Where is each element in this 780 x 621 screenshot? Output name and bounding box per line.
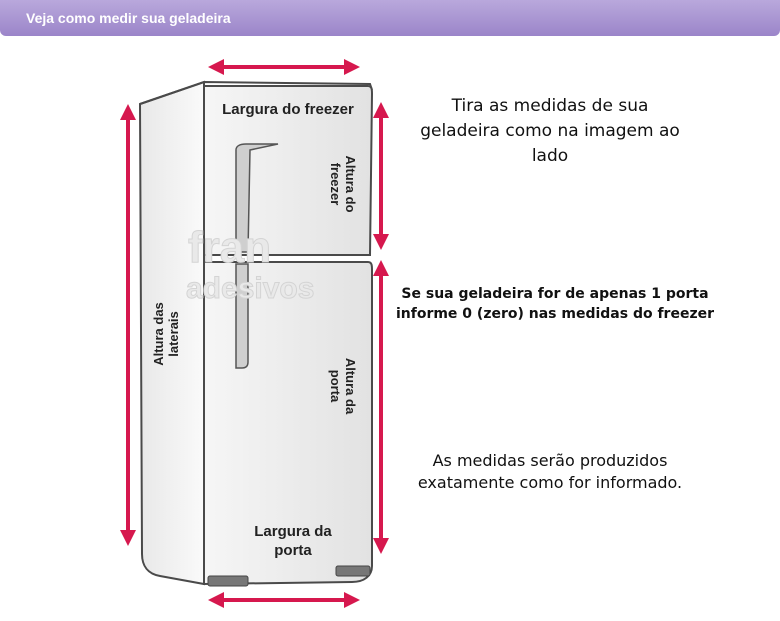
door-height-arrow [373,260,389,554]
exact-measure-note: As medidas serão produzidos exatamente como for informado. [417,451,683,492]
single-door-note: Se sua geladeira for de apenas 1 porta informe 0 (zero) nas medidas do freezer [395,286,715,322]
side-height-label-line2: laterais [166,311,181,357]
front-foot-right [336,566,370,576]
front-foot-left [208,576,248,586]
door-width-label-line1: Largura da [254,523,332,540]
freezer-height-label-line1: Altura do [343,155,358,213]
header-title: Veja como medir sua geladeira [26,10,231,26]
door-height-label-line1: Altura da [343,357,358,415]
watermark-line1: fran [188,223,272,272]
freezer-height-arrow [373,102,389,250]
side-height-arrow [120,104,136,546]
freezer-width-label: Largura do freezer [222,101,354,118]
measure-instruction: Tira as medidas de sua geladeira como na imagem ao lado [420,96,680,166]
freezer-width-arrow [208,59,360,75]
door-width-label-line2: porta [274,542,312,559]
side-height-label-line1: Altura das [151,302,166,366]
freezer-height-label-line2: freezer [328,162,343,206]
door-width-arrow [208,592,360,608]
watermark-line2: adesivos [186,272,315,305]
door-height-label-line2: porta [328,369,343,403]
